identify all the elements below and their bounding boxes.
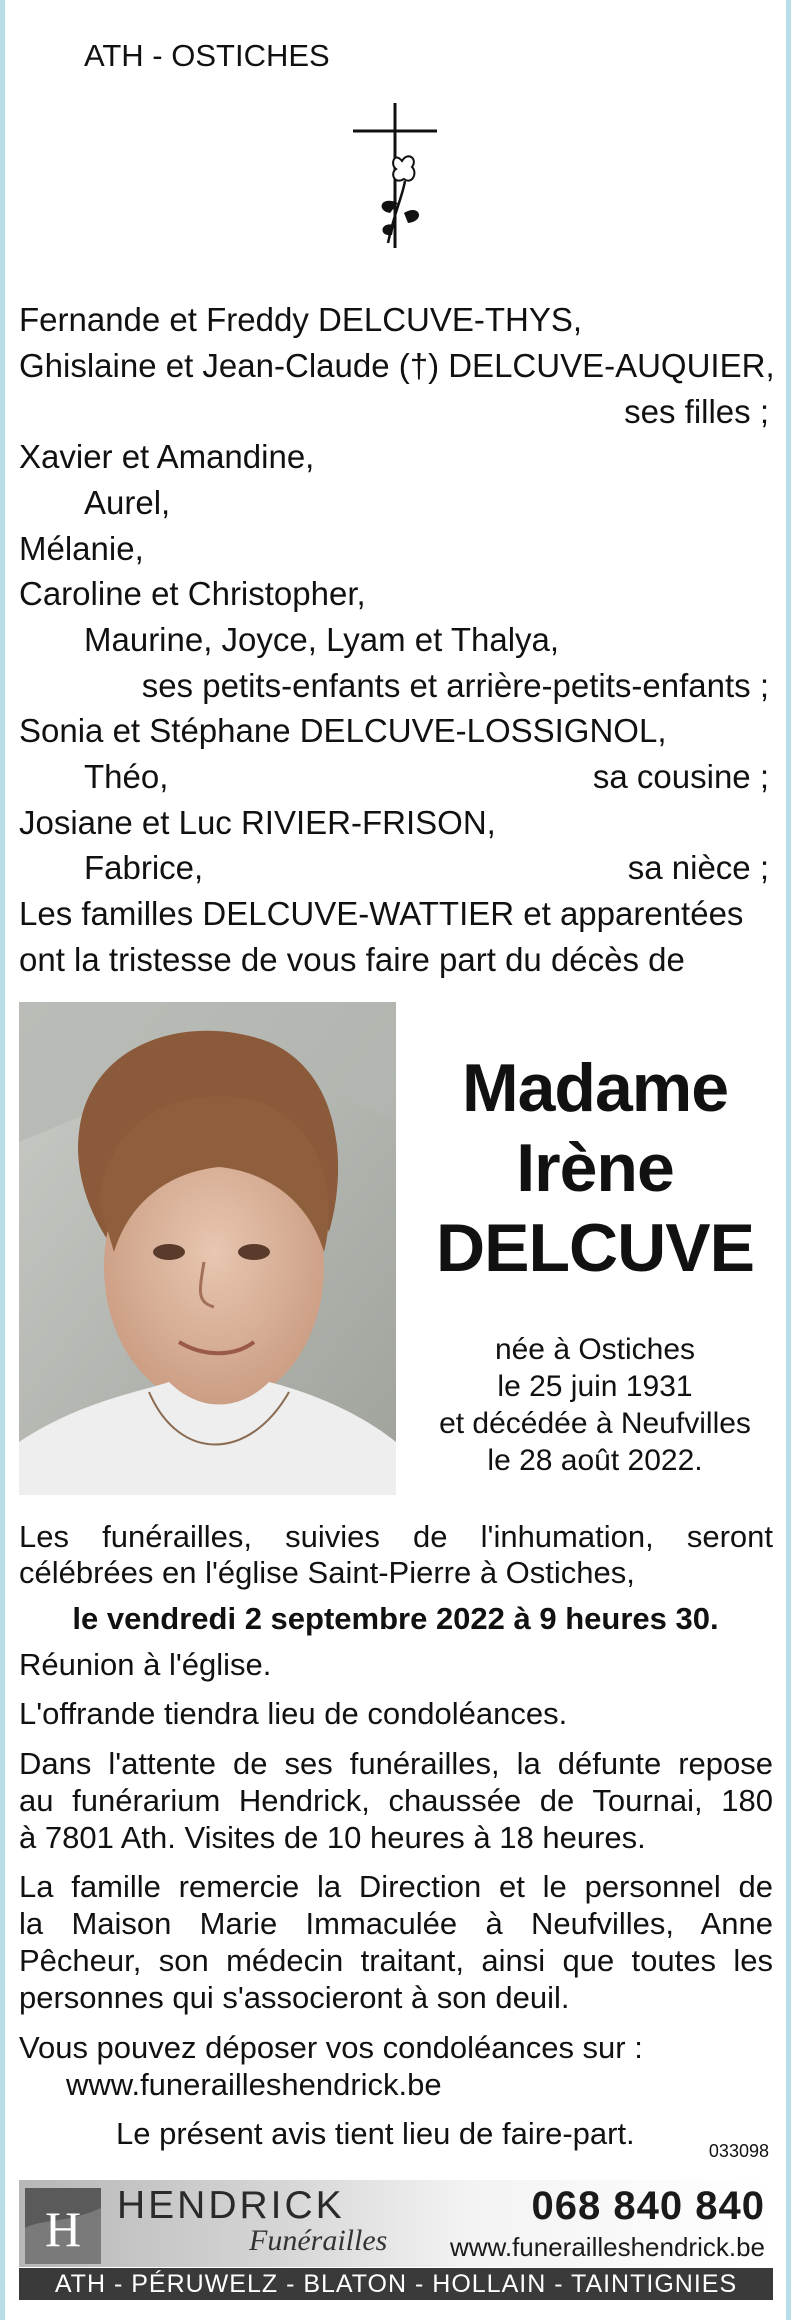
family-line-4: Xavier et Amandine, [19,438,315,475]
hendrick-logo-letter: H [44,2201,82,2257]
rest-line-3: à 7801 Ath. Visites de 10 heures à 18 heures. [19,1820,646,1855]
family-line-15: ont la tristesse de vous faire part du décès de [19,941,685,978]
funeral-offering: L'offrande tiendra lieu de condoléances. [19,1696,568,1731]
portrait-photo [19,1002,396,1495]
family-line-1: Fernande et Freddy DELCUVE-THYS, [19,301,583,338]
family-role-cousin: sa cousine ; [592,758,769,795]
family-line-14: Les familles DELCUVE-WATTIER et apparentées [19,895,744,932]
deceased-first-name: Irène [516,1130,674,1206]
rest-line-2: au funérarium Hendrick, chaussée de Tournai, 180 [19,1783,773,1818]
hendrick-logo [25,2188,101,2264]
condolences-url[interactable]: www.funerailleshendrick.be [66,2067,442,2102]
deceased-title: Madame [461,1050,729,1126]
family-line-7: Caroline et Christopher, [19,575,366,612]
notice-line: Le présent avis tient lieu de faire-part. [116,2116,635,2151]
family-line-6: Mélanie, [19,530,144,567]
deceased-last-name: DELCUVE [436,1210,754,1286]
footer-top [19,2180,773,2267]
funeral-line-2: célébrées en l'église Saint-Pierre à Ostiches, [19,1555,635,1590]
cross-rose-icon [350,103,440,248]
location-header: ATH - OSTICHES [84,38,330,73]
family-role-daughters: ses filles ; [624,393,769,430]
thanks-line-3: Pêcheur, son médecin traitant, ainsi que toutes les [19,1943,773,1978]
thanks-line-4: personnes qui s'associeront à son deuil. [19,1980,570,2015]
footer-banner [19,2180,773,2300]
died-date: le 28 août 2022. [487,1444,703,1477]
born-date: le 25 juin 1931 [497,1370,693,1403]
family-line-13: Fabrice, [84,849,204,886]
family-line-8: Maurine, Joyce, Lyam et Thalya, [84,621,560,658]
footer-subtitle: Funérailles [249,2224,388,2257]
family-line-12: Josiane et Luc RIVIER-FRISON, [19,804,496,841]
family-role-grandchildren: ses petits-enfants et arrière-petits-enfants ; [141,667,769,704]
born-place: née à Ostiches [494,1333,696,1366]
reference-number: 033098 [708,2141,769,2161]
funeral-line-1: Les funérailles, suivies de l'inhumation, seront [19,1519,773,1554]
family-role-niece: sa nièce ; [627,849,769,886]
funeral-date: le vendredi 2 septembre 2022 à 9 heures 30. [72,1601,719,1636]
family-line-10: Sonia et Stéphane DELCUVE-LOSSIGNOL, [19,712,667,749]
footer-locations: ATH - PÉRUWELZ - BLATON - HOLLAIN - TAINTIGNIES [19,2268,773,2300]
family-line-2: Ghislaine et Jean-Claude (†) DELCUVE-AUQUIER, [19,347,775,384]
funeral-reunion: Réunion à l'église. [19,1647,272,1682]
footer-website[interactable]: www.funerailleshendrick.be [449,2232,765,2262]
footer-brand: HENDRICK [117,2184,345,2227]
thanks-line-2: la Maison Marie Immaculée à Neufvilles, Anne [19,1906,773,1941]
rest-line-1: Dans l'attente de ses funérailles, la défunte repose [19,1746,773,1781]
family-line-11: Théo, [84,758,169,795]
condolences-line: Vous pouvez déposer vos condoléances sur : [19,2030,643,2065]
footer-phone[interactable]: 068 840 840 [531,2184,765,2228]
family-line-5: Aurel, [84,484,171,521]
thanks-line-1: La famille remercie la Direction et le personnel de [19,1869,773,1904]
died-place: et décédée à Neufvilles [439,1407,751,1440]
